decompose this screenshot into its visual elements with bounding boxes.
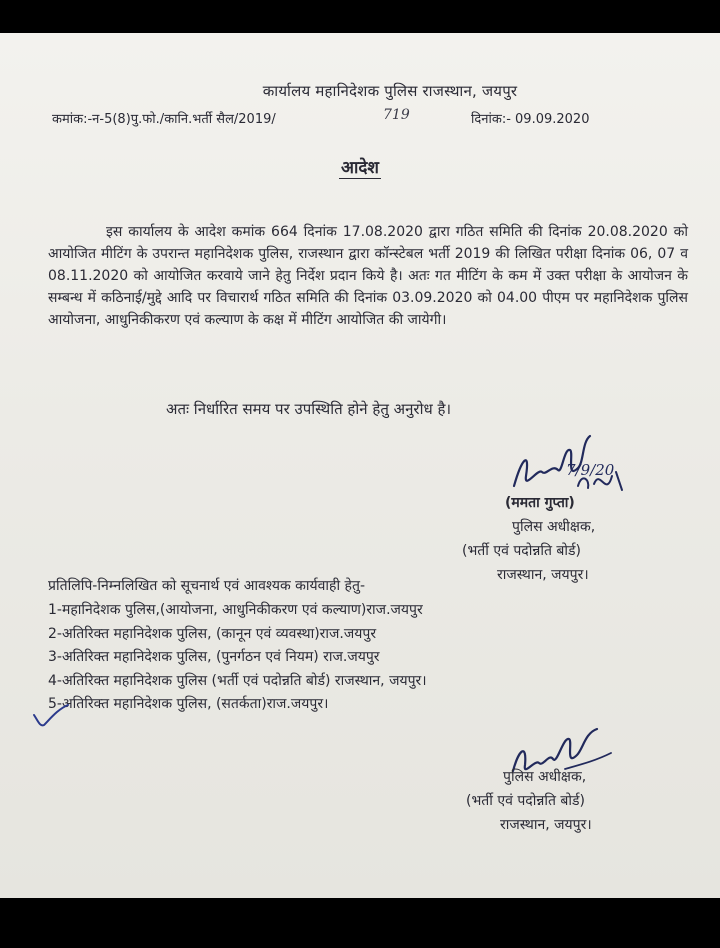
list-item: 5-अतिरिक्त महानिदेशक पुलिस, (सतर्कता)राज.जयपुर। bbox=[48, 696, 329, 712]
list-item: 2-अतिरिक्त महानिदेशक पुलिस, (कानून एवं व्यवस्था)राज.जयपुर bbox=[48, 625, 377, 642]
issue-date: दिनांक:- 09.09.2020 bbox=[471, 112, 590, 127]
dispatch-number: 719 bbox=[383, 107, 410, 123]
attendance-request: अतः निर्धारित समय पर उपस्थिति होने हेतु अनुरोध है। bbox=[166, 400, 452, 418]
photo-border-bottom bbox=[0, 898, 720, 948]
list-item: 3-अतिरिक्त महानिदेशक पुलिस, (पुनर्गठन एवं नियम) राज.जयपुर bbox=[48, 649, 380, 665]
document-page bbox=[0, 33, 720, 898]
signatory-designation: पुलिस अधीक्षक, bbox=[512, 519, 596, 535]
signatory-department: (भर्ती एवं पदोन्नति बोर्ड) bbox=[462, 543, 581, 559]
office-header: कार्यालय महानिदेशक पुलिस राजस्थान, जयपुर bbox=[262, 82, 518, 100]
list-item: 1-महानिदेशक पुलिस,(आयोजना, आधुनिकीकरण एवं कल्याण)राज.जयपुर bbox=[48, 602, 423, 618]
copy-to-list bbox=[48, 599, 427, 717]
check-mark-icon bbox=[30, 701, 70, 731]
order-body: इस कार्यालय के आदेश कमांक 664 दिनांक 17.08.2020 द्वारा गठित समिति की दिनांक 20.08.2020 को आयोजित मीटिंग के उपरान्त महानिदेशक पुलिस, राजस्थान द्वारा कॉन्स्टेबल भर्ती 2019 की लिखित परीक्षा दिनांक 06, 07 व 08.11.2020 को आयोजित करवाये जाने हेतु निर्देश प्रदान किये है। अतः गत मीटिंग के कम में उक्त परीक्षा के आयोजन के सम्बन्ध में कठिनाई/मुद्दे आदि पर विचारार्थ गठित समिति की दिनांक 03.09.2020 को 04.00 पीएम पर महानिदेशक पुलिस आयोजना, आधुनिकीकरण एवं कल्याण के कक्ष में मीटिंग आयोजित की जायेगी। bbox=[48, 224, 688, 328]
copy-to-heading: प्रतिलिपि-निम्नलिखित को सूचनार्थ एवं आवश्यक कार्यवाही हेतु- bbox=[48, 578, 366, 594]
bottom-signatory-designation: पुलिस अधीक्षक, bbox=[503, 769, 587, 785]
reference-number: कमांक:-न-5(8)पु.फो./कानि.भर्ती सैल/2019/ bbox=[52, 112, 276, 127]
page-title bbox=[0, 155, 720, 178]
bottom-signatory-department: (भर्ती एवं पदोन्नति बोर्ड) bbox=[466, 793, 585, 809]
title-text: आदेश bbox=[341, 158, 379, 178]
signature-date: 7/9/20 bbox=[566, 461, 615, 479]
list-item: 4-अतिरिक्त महानिदेशक पुलिस (भर्ती एवं पदोन्नति बोर्ड) राजस्थान, जयपुर। bbox=[48, 672, 427, 689]
bottom-signatory-location: राजस्थान, जयपुर। bbox=[500, 817, 592, 833]
signatory-location: राजस्थान, जयपुर। bbox=[497, 567, 589, 583]
signatory-name: (ममता गुप्ता) bbox=[505, 495, 575, 511]
